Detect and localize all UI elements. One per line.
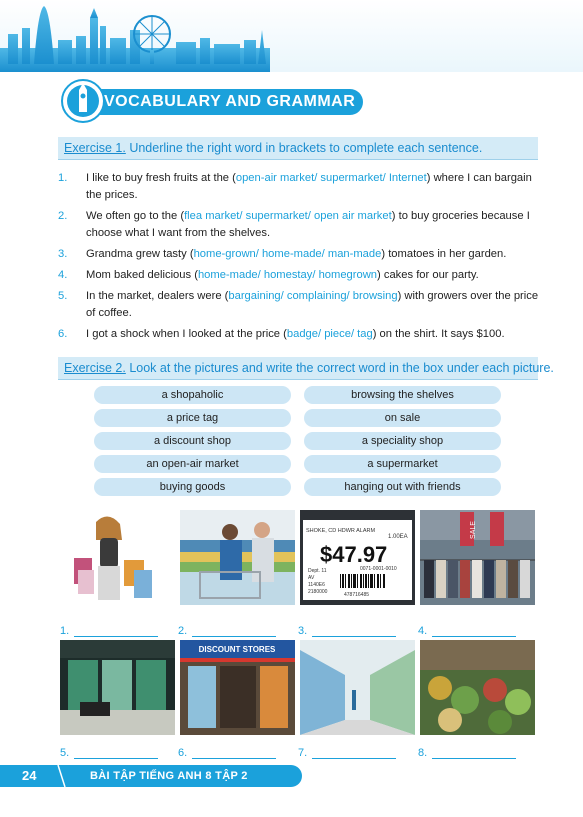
price-tag-aisle: AV <box>308 575 315 581</box>
page-number: 24 <box>22 768 37 783</box>
word-box[interactable]: an open-air market <box>94 455 291 473</box>
exercise-2-instruction: Look at the pictures and write the correct word in the box under each picture. <box>129 361 554 375</box>
label-number: 3. <box>298 625 308 637</box>
exercise-1-heading <box>58 137 538 160</box>
label-number: 6. <box>178 747 188 759</box>
page-footer <box>0 765 302 787</box>
answer-line <box>74 758 158 759</box>
picture-shopaholic <box>60 510 175 605</box>
sentence-text: I like to buy fresh fruits at the ( <box>86 172 236 184</box>
sentence-text: In the market, dealers were ( <box>86 290 229 302</box>
sentence-text: ) tomatoes in her garden. <box>381 248 507 260</box>
sentence-number: 1. <box>58 172 68 184</box>
sentence-text: We often go to the ( <box>86 210 185 222</box>
sentence-number: 4. <box>58 269 68 281</box>
sentence-text: I got a shock when I looked at the price ( <box>86 328 287 340</box>
answer-line <box>312 636 396 637</box>
answer-line <box>74 636 158 637</box>
picture-supermarket <box>300 640 415 735</box>
clothing-sale-photo <box>420 510 535 605</box>
price-tag-dept: Dept. 11 <box>308 568 327 574</box>
answer-line <box>312 758 396 759</box>
price-tag-barcode-digits: 478716485 <box>344 592 370 598</box>
skyline-banner <box>0 0 583 72</box>
footer-divider-icon <box>56 765 66 787</box>
supermarket-aisle-photo <box>300 640 415 735</box>
price-tag-barcode-number: 0071-0001-0010 <box>360 566 397 572</box>
sentence-number: 6. <box>58 328 68 340</box>
picture-speciality-shop <box>60 640 175 735</box>
sentence-number: 5. <box>58 290 68 302</box>
price-tag-code: 1.00EA <box>388 534 408 540</box>
answer-label-5[interactable] <box>60 747 180 761</box>
word-box[interactable]: a shopaholic <box>94 386 291 404</box>
sentence-number: 2. <box>58 210 68 222</box>
exercise-2-heading <box>58 357 554 380</box>
word-box[interactable]: hanging out with friends <box>304 478 501 496</box>
sentence-text: ) cakes for our party. <box>377 269 479 281</box>
sentence-text: ) where I can bargain the prices. <box>86 172 532 201</box>
label-number: 2. <box>178 625 188 637</box>
discount-store-photo <box>180 640 295 735</box>
store-sign-text: DISCOUNT STORES <box>198 645 276 654</box>
sentence-text: ) on the shirt. It says $100. <box>372 328 505 340</box>
sentence-text: ) to buy groceries because I choose what I want from the shelves. <box>86 210 530 239</box>
price-tag-store-line: SHOKE, CD HDWR ALARM <box>306 528 376 534</box>
sentence-number: 3. <box>58 248 68 260</box>
city-skyline-illustration <box>0 0 583 72</box>
label-number: 4. <box>418 625 428 637</box>
sentence-text: ) with growers over the price of coffee. <box>86 290 539 319</box>
word-box[interactable]: a discount shop <box>94 432 291 450</box>
answer-label-3[interactable] <box>298 625 418 639</box>
book-title: BÀI TẬP TIẾNG ANH 8 TẬP 2 <box>90 770 248 782</box>
sentence-options[interactable]: badge/ piece/ tag <box>286 328 373 340</box>
word-box[interactable]: a price tag <box>94 409 291 427</box>
answer-label-1[interactable] <box>60 625 180 639</box>
price-tag-extra-1: 1140E6 <box>308 582 325 588</box>
word-box[interactable]: on sale <box>304 409 501 427</box>
answer-label-7[interactable] <box>298 747 418 761</box>
label-number: 1. <box>60 625 70 637</box>
answer-label-4[interactable] <box>418 625 538 639</box>
sentence-options[interactable]: flea market/ supermarket/ open air market <box>184 210 392 222</box>
sentence-text: Mom baked delicious ( <box>86 269 198 281</box>
price-tag-price: $47.97 <box>320 542 388 567</box>
open-air-market-photo <box>420 640 535 735</box>
big-ben-emblem-icon <box>60 78 106 124</box>
price-tag-extra-2: 2180000 <box>308 589 328 595</box>
word-box[interactable]: buying goods <box>94 478 291 496</box>
answer-label-2[interactable] <box>178 625 298 639</box>
sentence-text: Grandma grew tasty ( <box>86 248 194 260</box>
answer-line <box>192 636 276 637</box>
picture-buying-goods <box>180 510 295 605</box>
answer-line <box>192 758 276 759</box>
label-number: 8. <box>418 747 428 759</box>
word-box[interactable]: a supermarket <box>304 455 501 473</box>
price-tag-photo <box>300 510 415 605</box>
sentence-options[interactable]: open-air market/ supermarket/ Internet <box>235 172 427 184</box>
exercise-1-instruction: Underline the right word in brackets to complete each sentence. <box>129 141 483 155</box>
picture-on-sale <box>420 510 535 605</box>
word-box[interactable]: browsing the shelves <box>304 386 501 404</box>
shopaholic-woman-illustration <box>60 510 175 605</box>
sale-sign-text: SALE <box>470 521 477 539</box>
section-header <box>60 78 365 124</box>
sentence-options[interactable]: bargaining/ complaining/ browsing <box>228 290 398 302</box>
section-title: VOCABULARY AND GRAMMAR <box>104 93 356 110</box>
exercise-1-number: Exercise 1. <box>64 141 126 155</box>
sentence-options[interactable]: home-grown/ home-made/ man-made <box>193 248 382 260</box>
supermarket-couple-photo <box>180 510 295 605</box>
shop-interior-photo <box>60 640 175 735</box>
label-number: 7. <box>298 747 308 759</box>
exercise-2-number: Exercise 2. <box>64 361 126 375</box>
answer-line <box>432 758 516 759</box>
label-number: 5. <box>60 747 70 759</box>
word-box[interactable]: a speciality shop <box>304 432 501 450</box>
picture-price-tag <box>300 510 415 605</box>
answer-label-8[interactable] <box>418 747 538 761</box>
picture-discount-shop <box>180 640 295 735</box>
picture-open-air-market <box>420 640 535 735</box>
sentence-options[interactable]: home-made/ homestay/ homegrown <box>197 269 378 281</box>
answer-line <box>432 636 516 637</box>
answer-label-6[interactable] <box>178 747 298 761</box>
